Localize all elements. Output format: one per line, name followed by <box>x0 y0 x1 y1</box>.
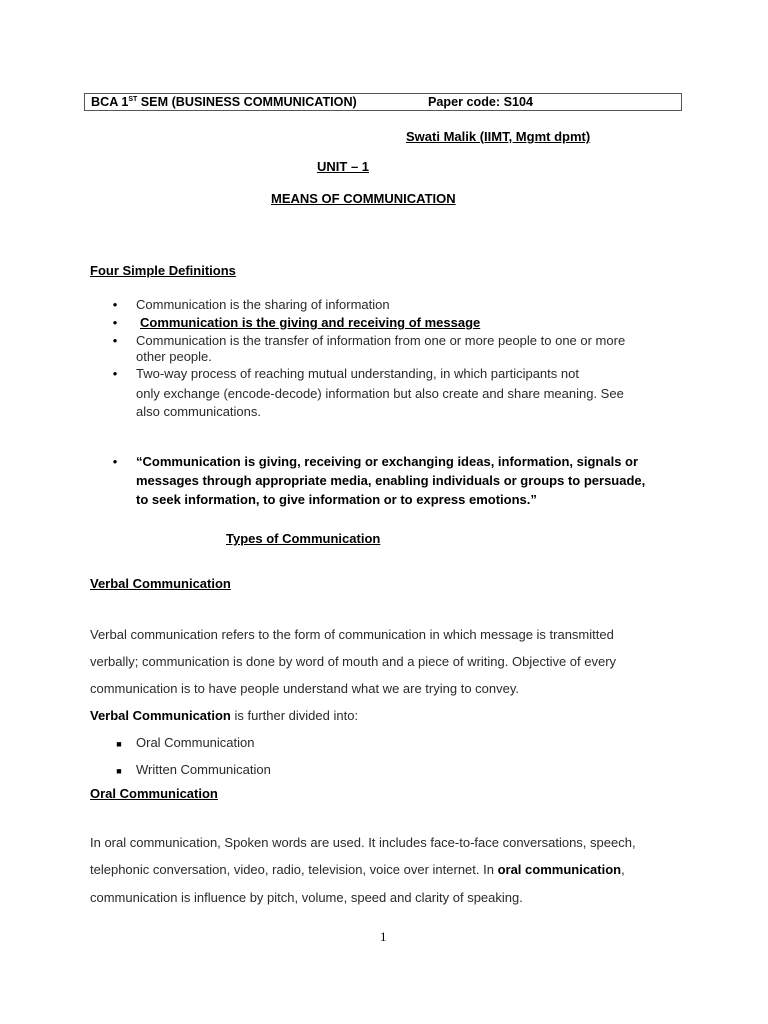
quote-line: “Communication is giving, receiving or exchanging ideas, information, signals or <box>136 454 639 469</box>
page-number: 1 <box>380 929 387 944</box>
quote-line: to seek information, to give information or to express emotions.” <box>136 492 537 507</box>
quote-line: messages through appropriate media, enabling individuals or groups to persuade, <box>136 473 646 488</box>
paper-code: Paper code: S104 <box>428 95 533 109</box>
verbal-heading: Verbal Communication <box>90 576 231 591</box>
course-prefix: BCA 1 <box>91 95 129 109</box>
course-superscript: ST <box>128 95 138 103</box>
oral-heading: Oral Communication <box>90 786 218 801</box>
oral-line2-text: telephonic conversation, video, radio, television, voice over internet. In <box>90 862 498 877</box>
oral-paragraph-line <box>90 862 625 877</box>
definition-item-continued: other people. <box>136 349 212 364</box>
subtype-item: Oral Communication <box>136 735 255 750</box>
definition-item: Communication is the giving and receiving of message <box>140 315 481 330</box>
bullet-square: ■ <box>116 766 122 776</box>
verbal-paragraph-line: communication is to have people understand what we are trying to convey. <box>90 681 519 696</box>
definition-item: Communication is the sharing of information <box>136 297 390 312</box>
types-heading: Types of Communication <box>226 531 381 546</box>
course-header-box <box>84 93 682 111</box>
definition-item-continued: also communications. <box>136 404 261 419</box>
verbal-paragraph-line: verbally; communication is done by word of mouth and a piece of writing. Objective of every <box>90 654 617 669</box>
definition-item: Communication is the transfer of information from one or more people to one or more <box>136 333 626 348</box>
verbal-paragraph-line: Verbal communication refers to the form of communication in which message is transmitted <box>90 627 614 642</box>
oral-line2-end: , <box>621 862 625 877</box>
verbal-divided-bold: Verbal Communication <box>90 708 231 723</box>
definition-item: Two-way process of reaching mutual understanding, in which participants not <box>136 366 579 381</box>
verbal-divided-rest: is further divided into: <box>230 708 359 723</box>
course-title <box>91 95 357 109</box>
bullet-dot: • <box>112 297 118 312</box>
page-title: MEANS OF COMMUNICATION <box>271 191 456 206</box>
definition-item-continued: only exchange (encode-decode) information but also create and share meaning. See <box>136 386 624 401</box>
bullet-dot: • <box>112 454 118 469</box>
bullet-square: ■ <box>116 739 122 749</box>
definitions-heading: Four Simple Definitions <box>90 263 236 278</box>
author-line: Swati Malik (IIMT, Mgmt dpmt) <box>406 129 591 144</box>
subtype-item: Written Communication <box>136 762 271 777</box>
verbal-divided-line <box>90 708 358 723</box>
oral-line2-bold: oral communication <box>497 862 622 877</box>
bullet-dot: • <box>112 315 118 330</box>
oral-paragraph-line: communication is influence by pitch, volume, speed and clarity of speaking. <box>90 890 523 905</box>
bullet-dot: • <box>112 333 118 348</box>
bullet-dot: • <box>112 366 118 381</box>
course-name: SEM (BUSINESS COMMUNICATION) <box>137 95 357 109</box>
unit-heading: UNIT – 1 <box>317 159 370 174</box>
oral-paragraph-line: In oral communication, Spoken words are used. It includes face-to-face conversations, speech, <box>90 835 636 850</box>
